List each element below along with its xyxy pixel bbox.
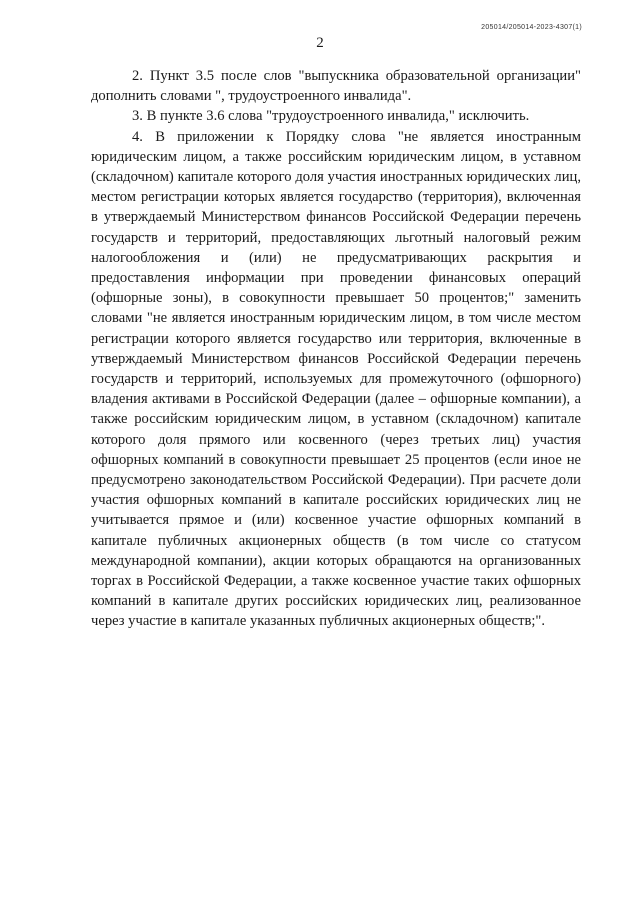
- paragraph-item-4: 4. В приложении к Порядку слова "не является иностранным юридическим лицом, а также российским юридическим лицом, в уставном (складочном) капитале которого доля участия иностранных юридических лиц, местом регистрации которых является государство (территория), включенная в утверждаемый Министерством финансов Российской Федерации перечень государств и территорий, предоставляющих льготный налоговый режим налогообложения и (или) не предусматривающих раскрытия и предоставления информации при проведении финансовых операций (офшорные зоны), в совокупности превышает 50 процентов;" заменить словами "не является иностранным юридическим лицом, в том числе местом регистрации которого является государство или территория, включенные в утверждаемый Министерством финансов Российской Федерации перечень государств и территорий, используемых для промежуточного (офшорного) владения активами в Российской Федерации (далее – офшорные компании), а также российским юридическим лицом, в уставном (складочном) капитале которого доля прямого или косвенного (через третьих лиц) участия офшорных компаний в совокупности превышает 25 процентов (если иное не предусмотрено законодательством Российской Федерации). При расчете доли участия офшорных компаний в капитале российских юридических лиц не учитывается прямое и (или) косвенное участие офшорных компаний в капитале публичных акционерных обществ (в том числе со статусом международной компании), акции которых обращаются на организованных торгах в Российской Федерации, а также косвенное участие таких офшорных компаний в капитале других российских юридических лиц, реализованное через участие в капитале указанных публичных акционерных обществ;".: [91, 128, 581, 630]
- document-body: [91, 66, 581, 632]
- paragraph-item-3: 3. В пункте 3.6 слова "трудоустроенного инвалида," исключить.: [132, 108, 530, 125]
- document-id: 205014/205014-2023-4307(1): [481, 24, 582, 31]
- paragraph-item-2: 2. Пункт 3.5 после слов "выпускника образовательной организации" дополнить словами ", трудоустроенного инвалида".: [91, 68, 581, 105]
- page-number: 2: [316, 35, 324, 51]
